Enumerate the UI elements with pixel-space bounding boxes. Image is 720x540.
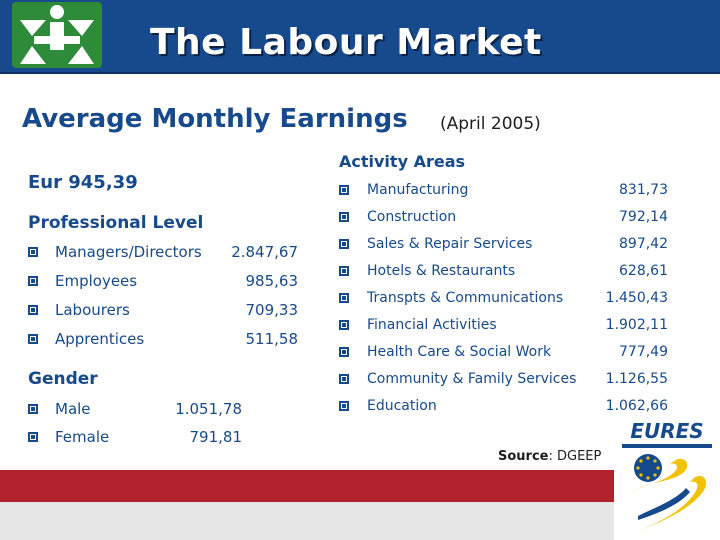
bullet-icon [28,247,38,257]
section-title: Average Monthly Earnings [22,104,408,134]
activity-label: Health Care & Social Work [367,344,552,360]
total-earnings: Eur 945,39 [28,172,138,193]
bullet-icon [339,212,349,222]
bullet-icon [28,432,38,442]
source-value: : DGEEP [548,449,602,464]
activity-label: Financial Activities [367,317,497,333]
activity-label: Hotels & Restaurants [367,263,516,279]
section-date: (April 2005) [440,114,541,134]
footer-grey-band [0,502,720,540]
professional-label: Employees [55,272,138,290]
gender-value: 1.051,78 [175,400,242,418]
activity-value: 628,61 [619,263,668,279]
professional-value: 2.847,67 [231,243,298,261]
source-label: Source [498,449,549,464]
activity-label: Transpts & Communications [367,290,564,306]
bullet-icon [28,305,38,315]
activity-value: 1.450,43 [605,290,668,306]
bullet-icon [339,320,349,330]
footer-red-band [0,470,720,502]
professional-label: Managers/Directors [55,243,202,261]
activity-label: Construction [367,209,457,225]
activity-value: 1.062,66 [605,398,668,414]
bullet-icon [339,374,349,384]
professional-value: 985,63 [245,272,298,290]
gender-label: Female [55,428,110,446]
professional-value: 709,33 [245,301,298,319]
activity-value: 897,42 [619,236,668,252]
activity-label: Education [367,398,437,414]
activity-value: 831,73 [619,182,668,198]
activity-value: 792,14 [619,209,668,225]
activity-label: Manufacturing [367,182,469,198]
bullet-icon [28,404,38,414]
activity-label: Sales & Repair Services [367,236,533,252]
page-title: The Labour Market [150,22,542,63]
bullet-icon [28,334,38,344]
bullet-icon [339,185,349,195]
professional-label: Apprentices [55,330,145,348]
source-note [498,449,601,464]
activity-value: 1.902,11 [605,317,668,333]
bullet-icon [339,266,349,276]
activity-value: 1.126,55 [605,371,668,387]
bullet-icon [339,239,349,249]
activity-value: 777,49 [619,344,668,360]
activity-label: Community & Family Services [367,371,577,387]
eures-text: EURES [630,419,704,443]
gender-value: 791,81 [189,428,242,446]
bullet-icon [339,293,349,303]
bullet-icon [28,276,38,286]
activity-heading: Activity Areas [339,152,466,171]
bullet-icon [339,347,349,357]
professional-value: 511,58 [245,330,298,348]
gender-heading: Gender [28,369,98,389]
bullet-icon [339,401,349,411]
professional-heading: Professional Level [28,213,204,233]
organization-logo [12,2,102,68]
gender-label: Male [55,400,91,418]
header-divider [0,72,720,74]
professional-label: Labourers [55,301,130,319]
eures-logo [614,416,720,540]
